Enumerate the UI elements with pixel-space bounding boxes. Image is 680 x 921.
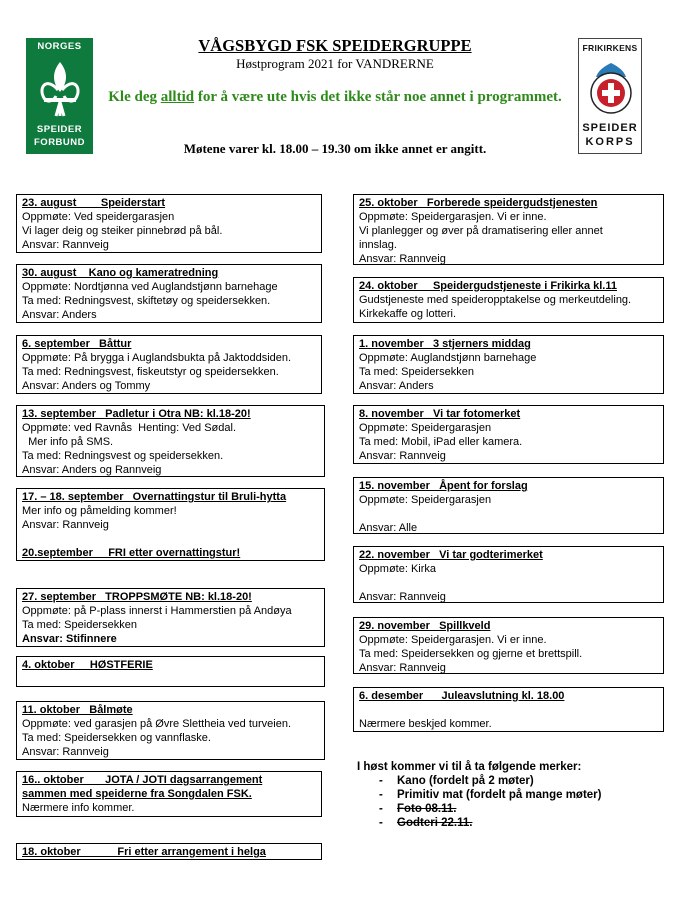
event-heading: 6. september Båttur bbox=[22, 338, 132, 350]
event-line: Oppmøte: ved garasjen på Øvre Slettheia ved turveien. bbox=[22, 718, 292, 730]
frikirkens-speiderkorps-logo bbox=[578, 38, 642, 154]
event-box bbox=[16, 701, 325, 760]
event-heading: 11. oktober Bålmøte bbox=[22, 704, 133, 716]
event-line: Nærmere beskjed kommer. bbox=[359, 718, 492, 730]
event-line: Ansvar: Anders bbox=[359, 380, 434, 392]
event-box bbox=[16, 405, 325, 477]
event-heading: 6. desember Juleavslutning kl. 18.00 bbox=[359, 690, 565, 702]
event-heading: 29. november Spillkveld bbox=[359, 620, 491, 632]
blank-line bbox=[359, 576, 658, 590]
event-heading: 16.. oktober JOTA / JOTI dagsarrangement bbox=[22, 774, 263, 786]
badge-item: - Primitiv mat (fordelt på mange møter) bbox=[379, 788, 601, 802]
event-box bbox=[353, 277, 664, 323]
event-heading: 23. august Speiderstart bbox=[22, 197, 166, 209]
event-line: Ta med: Redningsvest, fiskeutstyr og speidersekken. bbox=[22, 366, 279, 378]
event-line: Oppmøte: Speidergarasjen. Vi er inne. bbox=[359, 211, 547, 223]
blank-line bbox=[22, 532, 319, 546]
badge-item: - Kano (fordelt på 2 møter) bbox=[379, 774, 601, 788]
event-line: Ansvar: Alle bbox=[359, 522, 418, 534]
event-line: Vi planlegger og øver på dramatisering eller annet bbox=[359, 225, 603, 237]
lily-icon bbox=[38, 60, 82, 120]
rose-cross-icon bbox=[586, 61, 636, 115]
event-line: Mer info på SMS. bbox=[22, 436, 114, 448]
event-box bbox=[353, 546, 664, 603]
logo-left-top-text: NORGES bbox=[37, 41, 82, 52]
event-line: Oppmøte: Speidergarasjen bbox=[359, 422, 492, 434]
badge-item: - Godteri 22.11. bbox=[379, 816, 601, 830]
event-line: Ta med: Redningsvest og speidersekken. bbox=[22, 450, 224, 462]
event-heading: 30. august Kano og kameratredning bbox=[22, 267, 219, 279]
event-line: Oppmøte: ved Ravnås Henting: Ved Sødal. bbox=[22, 422, 237, 434]
event-heading: 17. – 18. september Overnattingstur til Bruli-hytta bbox=[22, 491, 287, 503]
logo-right-bottom-text-1: SPEIDER bbox=[582, 122, 638, 134]
event-line: Ta med: Speidersekken og gjerne et brettspill. bbox=[359, 648, 583, 660]
event-heading: 27. september TROPPSMØTE NB: kl.18-20! bbox=[22, 591, 252, 603]
event-line: Ansvar: Anders og Rannveig bbox=[22, 464, 162, 476]
event-line: Ansvar: Anders bbox=[22, 309, 97, 321]
event-heading: 15. november Åpent for forslag bbox=[359, 480, 528, 492]
event-line: Kirkekaffe og lotteri. bbox=[359, 308, 457, 320]
dress-notice bbox=[100, 88, 570, 107]
event-line: Oppmøte: Speidergarasjen bbox=[359, 494, 492, 506]
event-heading: 13. september Padletur i Otra NB: kl.18-20! bbox=[22, 408, 251, 420]
event-box bbox=[353, 405, 664, 464]
event-line: Oppmøte: Auglandstjønn barnehage bbox=[359, 352, 537, 364]
dress-notice-after: for å være ute hvis det ikke står noe annet i programmet. bbox=[194, 89, 562, 105]
event-line: Ansvar: Rannveig bbox=[359, 591, 446, 603]
event-line: Oppmøte: Speidergarasjen. Vi er inne. bbox=[359, 634, 547, 646]
event-heading: 24. oktober Speidergudstjeneste i Frikirka kl.11 bbox=[359, 280, 617, 292]
event-box bbox=[16, 335, 322, 394]
event-line: Ta med: Mobil, iPad eller kamera. bbox=[359, 436, 523, 448]
dress-notice-emph: alltid bbox=[160, 89, 195, 105]
event-box bbox=[16, 843, 322, 860]
event-heading: 4. oktober HØSTFERIE bbox=[22, 659, 153, 671]
event-line: Ansvar: Rannveig bbox=[22, 519, 109, 531]
logo-left-bottom-text-2: FORBUND bbox=[34, 137, 85, 148]
event-box bbox=[16, 588, 325, 647]
badges-list bbox=[379, 774, 601, 830]
event-heading: 1. november 3 stjerners middag bbox=[359, 338, 531, 350]
logo-right-top-text: FRIKIRKENS bbox=[582, 43, 638, 53]
event-line: Oppmøte: Ved speidergarasjen bbox=[22, 211, 175, 223]
badges-intro: I høst kommer vi til å ta følgende merker: bbox=[357, 761, 582, 773]
logo-left-bottom-text-1: SPEIDER bbox=[36, 124, 83, 135]
blank-line bbox=[359, 507, 658, 521]
event-line: Ta med: Speidersekken bbox=[359, 366, 474, 378]
event-box bbox=[16, 771, 322, 817]
event-line: Ta med: Speidersekken bbox=[22, 619, 137, 631]
event-line: Oppmøte: Nordtjønna ved Auglandstjønn barnehage bbox=[22, 281, 278, 293]
event-line: Ansvar: Rannveig bbox=[359, 662, 446, 674]
event-line: Ansvar: Stifinnere bbox=[22, 633, 117, 645]
event-box bbox=[353, 617, 664, 674]
event-line: innslag. bbox=[359, 239, 397, 251]
event-box bbox=[16, 264, 322, 323]
event-line: Oppmøte: Kirka bbox=[359, 563, 437, 575]
event-box bbox=[353, 194, 664, 265]
event-line: Ansvar: Rannveig bbox=[359, 450, 446, 462]
page-subtitle: Høstprogram 2021 for VANDRERNE bbox=[236, 56, 434, 71]
event-box bbox=[16, 194, 322, 253]
dress-notice-before: Kle deg bbox=[108, 89, 161, 105]
event-heading: 25. oktober Forberede speidergudstjenesten bbox=[359, 197, 598, 209]
event-line: Ansvar: Anders og Tommy bbox=[22, 380, 151, 392]
event-heading: 20.september FRI etter overnattingstur! bbox=[22, 547, 241, 559]
event-heading: 18. oktober Fri etter arrangement i helga bbox=[22, 846, 266, 858]
event-line: Ta med: Redningsvest, skiftetøy og speidersekken. bbox=[22, 295, 271, 307]
event-box bbox=[353, 477, 664, 534]
event-line: Ansvar: Rannveig bbox=[22, 746, 109, 758]
event-line: Oppmøte: På brygga i Auglandsbukta på Jaktoddsiden. bbox=[22, 352, 292, 364]
blank-line bbox=[359, 703, 658, 717]
event-line: Vi lager deig og steiker pinnebrød på bål. bbox=[22, 225, 223, 237]
event-heading: 22. november Vi tar godterimerket bbox=[359, 549, 543, 561]
event-line: Mer info og påmelding kommer! bbox=[22, 505, 177, 517]
event-box bbox=[353, 335, 664, 394]
badges-section bbox=[357, 760, 601, 830]
event-line: Gudstjeneste med speideropptakelse og merkeutdeling. bbox=[359, 294, 632, 306]
event-line: Ta med: Speidersekken og vannflaske. bbox=[22, 732, 211, 744]
event-line: Ansvar: Rannveig bbox=[359, 253, 446, 265]
event-line: Nærmere info kommer. bbox=[22, 802, 135, 814]
logo-right-bottom-text-2: KORPS bbox=[585, 136, 635, 148]
event-box bbox=[16, 488, 325, 561]
event-line: Ansvar: Rannveig bbox=[22, 239, 109, 251]
event-box bbox=[353, 687, 664, 732]
meeting-time-note: Møtene varer kl. 18.00 – 19.30 om ikke annet er angitt. bbox=[183, 141, 487, 156]
event-heading: 8. november Vi tar fotomerket bbox=[359, 408, 521, 420]
event-box bbox=[16, 656, 325, 687]
page-title: VÅGSBYGD FSK SPEIDERGRUPPE bbox=[198, 36, 472, 55]
norges-speiderforbund-logo bbox=[26, 38, 93, 154]
event-line: Oppmøte: på P-plass innerst i Hammerstien på Andøya bbox=[22, 605, 292, 617]
event-heading: sammen med speiderne fra Songdalen FSK. bbox=[22, 788, 252, 800]
badge-item: - Foto 08.11. bbox=[379, 802, 601, 816]
